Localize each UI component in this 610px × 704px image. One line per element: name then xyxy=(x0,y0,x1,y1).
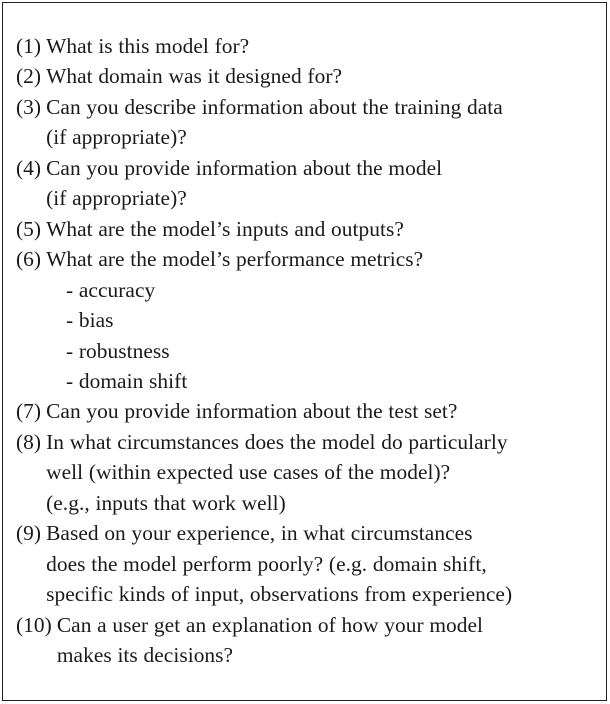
question-text: What domain was it designed for? xyxy=(46,64,343,89)
question-number: (8) xyxy=(16,429,42,454)
question-text-continued: (if appropriate)? xyxy=(46,125,187,150)
question-number: (3) xyxy=(16,94,42,119)
question-text-continued: (e.g., inputs that work well) xyxy=(46,490,286,515)
metric-domain-shift: - domain shift xyxy=(66,368,188,393)
question-text: Based on your experience, in what circumstances xyxy=(46,521,473,546)
question-text-continued: well (within expected use cases of the model)? xyxy=(46,460,451,485)
question-3 xyxy=(16,92,606,153)
metric-accuracy: - accuracy xyxy=(66,277,156,302)
question-text-continued: specific kinds of input, observations from experience) xyxy=(46,582,513,607)
question-number: (7) xyxy=(16,399,42,424)
question-2 xyxy=(16,61,606,91)
question-text: What is this model for? xyxy=(46,34,250,58)
question-4 xyxy=(16,153,606,214)
question-text: Can you describe information about the training data xyxy=(46,94,503,119)
question-number: (6) xyxy=(16,247,42,272)
metric-bias: - bias xyxy=(66,308,114,333)
metric-robustness: - robustness xyxy=(66,338,170,363)
question-text-continued: makes its decisions? xyxy=(56,643,234,668)
question-text: What are the model’s performance metrics? xyxy=(46,247,424,272)
question-9 xyxy=(16,518,606,609)
question-1 xyxy=(16,31,606,61)
question-5 xyxy=(16,214,606,244)
question-text: Can you provide information about the test set? xyxy=(46,399,458,424)
question-6 xyxy=(16,244,606,274)
question-text: In what circumstances does the model do particularly xyxy=(46,429,508,454)
question-number: (2) xyxy=(16,64,42,89)
question-7 xyxy=(16,396,606,426)
question-8 xyxy=(16,427,606,518)
question-number: (4) xyxy=(16,155,42,180)
question-list xyxy=(16,31,606,671)
question-text: What are the model’s inputs and outputs? xyxy=(46,216,404,241)
question-number: (9) xyxy=(16,521,42,546)
question-text: Can you provide information about the model xyxy=(46,155,443,180)
question-number: (1) xyxy=(16,34,42,58)
question-text-continued: does the model perform poorly? (e.g. domain shift, xyxy=(46,551,487,576)
question-number: (5) xyxy=(16,216,42,241)
question-text-continued: (if appropriate)? xyxy=(46,186,187,211)
question-10 xyxy=(16,610,606,671)
question-text: Can a user get an explanation of how your model xyxy=(56,612,484,637)
question-number: (10) xyxy=(16,612,52,637)
